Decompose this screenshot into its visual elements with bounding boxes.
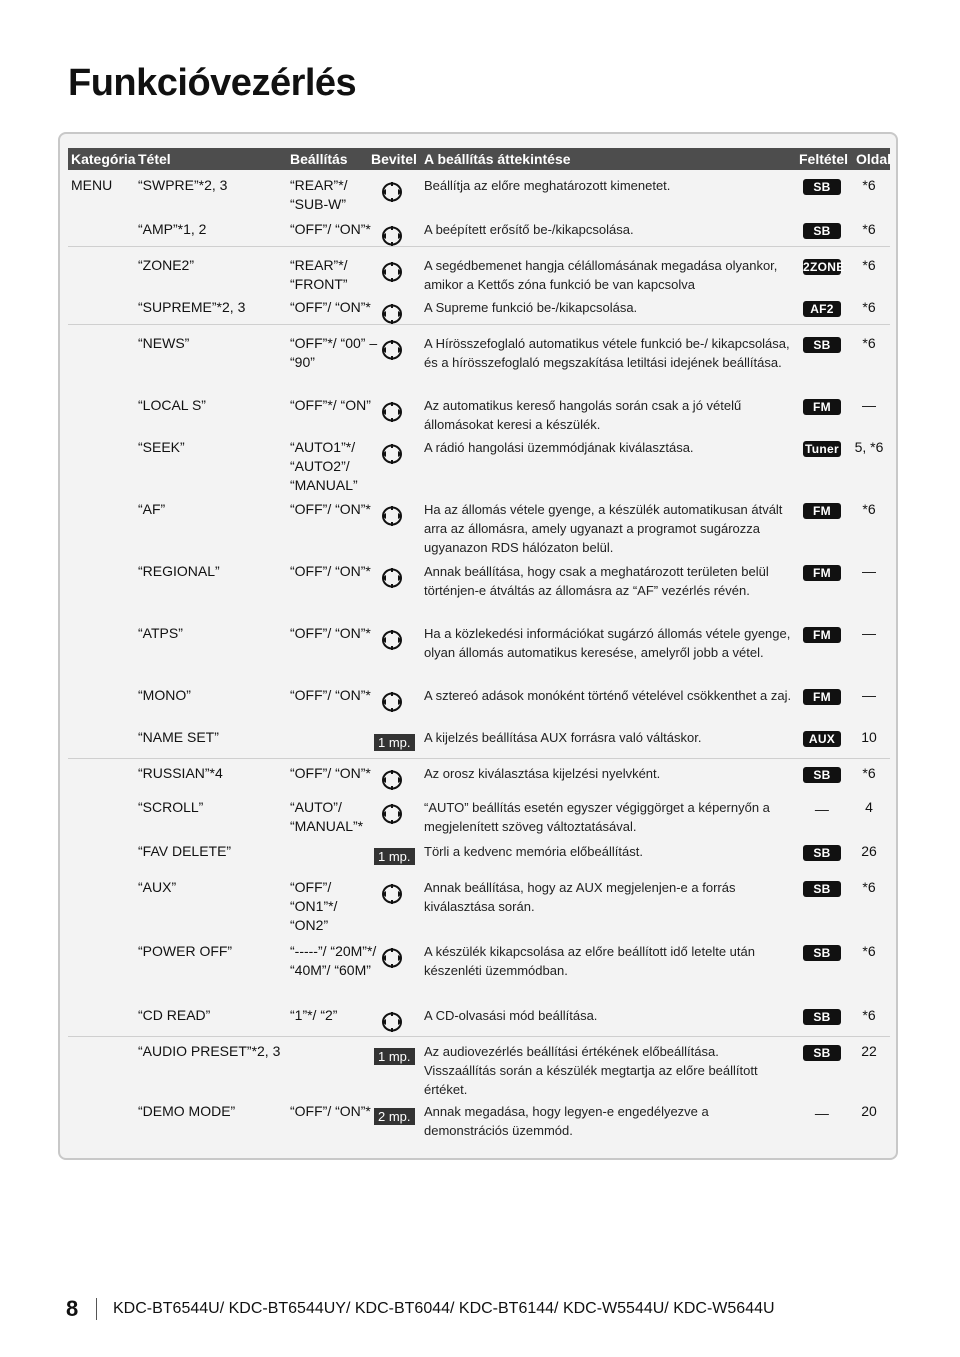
item-cell: “AUX” <box>138 879 177 895</box>
control-knob-icon <box>380 260 404 284</box>
page-ref-cell: *6 <box>862 1007 876 1023</box>
page-ref-cell: *6 <box>862 257 876 273</box>
description-cell: A készülék kikapcsolása az előre beállított idő letelte után készenléti üzemmódban. <box>424 944 755 978</box>
item-cell: “AMP”*1, 2 <box>138 221 207 237</box>
item-cell: “SWPRE”*2, 3 <box>138 177 228 193</box>
control-knob-icon <box>380 338 404 362</box>
description-cell: Beállítja az előre meghatározott kimenetet. <box>424 178 671 193</box>
condition-badge: AF2 <box>803 301 841 317</box>
setting-cell: “OFF”/ “ON”* <box>290 625 371 641</box>
description-cell: A sztereó adások monóként történő vételével csökkenthet a zaj. <box>424 688 792 703</box>
condition-badge: SB <box>803 845 841 861</box>
item-cell: “RUSSIAN”*4 <box>138 765 223 781</box>
page-ref-cell: *6 <box>862 177 876 193</box>
description-cell: Törli a kedvenc memória előbeállítást. <box>424 844 643 859</box>
row-separator <box>68 246 890 247</box>
condition-badge: — <box>814 1105 830 1121</box>
item-cell: “ZONE2” <box>138 257 194 273</box>
description-cell: Az audiovezérlés beállítási értékének előbeállítása. Visszaállítás során a készülék megtartja az előre beállított értéket. <box>424 1044 758 1097</box>
setting-cell: “-----”/ “20M”*/ “40M”/ “60M” <box>290 943 377 978</box>
item-cell: “FAV DELETE” <box>138 843 232 859</box>
item-cell: “POWER OFF” <box>138 943 233 959</box>
footer-divider <box>96 1298 97 1320</box>
page-number: 8 <box>66 1296 79 1321</box>
setting-cell: “OFF”/ “ON”* <box>290 563 371 579</box>
condition-badge: 2ZONE <box>803 260 845 274</box>
description-cell: Az automatikus kereső hangolás során csak a jó vételű állomásokat keresi a készülék. <box>424 398 742 432</box>
setting-cell: “OFF”/ “ON”* <box>290 501 371 517</box>
description-cell: Annak beállítása, hogy az AUX megjelenjen-e a forrás kiválasztása során. <box>424 880 736 914</box>
control-knob-icon <box>380 224 404 248</box>
row-separator <box>68 758 890 759</box>
setting-cell: “OFF”/ “ON”* <box>290 1103 371 1119</box>
condition-badge: SB <box>803 945 841 961</box>
condition-badge: SB <box>803 223 841 239</box>
control-knob-icon <box>380 400 404 424</box>
control-knob-icon <box>380 566 404 590</box>
header-input: Bevitel <box>371 151 417 167</box>
row-separator <box>68 324 890 325</box>
control-knob-icon <box>380 302 404 326</box>
condition-badge: FM <box>803 399 841 415</box>
condition-badge: SB <box>803 1045 841 1061</box>
condition-badge: SB <box>803 881 841 897</box>
page-ref-cell: *6 <box>862 221 876 237</box>
condition-badge: FM <box>803 503 841 519</box>
description-cell: Annak beállítása, hogy csak a meghatározott területen belül történjen-e átváltás az állomásra az “AF” vezérlés révén. <box>424 564 769 598</box>
page-ref-cell: 5, *6 <box>854 439 884 455</box>
row-separator <box>68 1036 890 1037</box>
condition-badge: FM <box>803 627 841 643</box>
item-cell: “REGIONAL” <box>138 563 220 579</box>
description-cell: A kijelzés beállítása AUX forrásra való váltáskor. <box>424 730 702 745</box>
table-header <box>68 148 890 170</box>
item-cell: “SUPREME”*2, 3 <box>138 299 246 315</box>
page-ref-cell: 4 <box>865 799 873 815</box>
header-overview: A beállítás áttekintése <box>424 151 571 167</box>
page-ref-cell: 10 <box>861 729 877 745</box>
item-cell: “DEMO MODE” <box>138 1103 236 1119</box>
description-cell: A CD-olvasási mód beállítása. <box>424 1008 598 1023</box>
header-category: Kategória <box>71 151 136 167</box>
description-cell: A Supreme funkció be-/kikapcsolása. <box>424 300 638 315</box>
condition-badge: SB <box>803 1009 841 1025</box>
control-knob-icon <box>380 1010 404 1034</box>
condition-badge: SB <box>803 179 841 195</box>
setting-cell: “OFF”/ “ON”* <box>290 299 371 315</box>
header-page: Oldal <box>856 151 892 167</box>
condition-badge: — <box>814 801 830 817</box>
setting-cell: “OFF”/ “ON”* <box>290 765 371 781</box>
control-knob-icon <box>380 180 404 204</box>
condition-badge: FM <box>803 689 841 705</box>
item-cell: “AUDIO PRESET”*2, 3 <box>138 1043 281 1059</box>
item-cell: “NEWS” <box>138 335 190 351</box>
item-cell: “NAME SET” <box>138 729 219 745</box>
setting-cell: “REAR”*/ “FRONT” <box>290 257 348 292</box>
page-ref-cell: *6 <box>862 943 876 959</box>
setting-cell: “OFF”*/ “00” – “90” <box>290 335 378 370</box>
description-cell: A segédbemenet hangja célállomásának megadása olyankor, amikor a Kettős zóna funkció be van kapcsolva <box>424 258 778 292</box>
setting-cell: “OFF”/ “ON”* <box>290 687 371 703</box>
press-duration: 1 mp. <box>374 734 415 751</box>
control-knob-icon <box>380 690 404 714</box>
description-cell: “AUTO” beállítás esetén egyszer végiggörget a képernyőn a megjelenített szöveg változtatásával. <box>424 800 770 834</box>
page-ref-cell: *6 <box>862 501 876 517</box>
description-cell: A Hírösszefoglaló automatikus vétele funkció be-/ kikapcsolása, és a hírösszefoglaló megszakítása letiltási idejének beállítása. <box>424 336 790 370</box>
item-cell: “ATPS” <box>138 625 183 641</box>
page-ref-cell: — <box>862 397 876 413</box>
header-setting: Beállítás <box>290 151 348 167</box>
page-ref-cell: *6 <box>862 765 876 781</box>
control-knob-icon <box>380 442 404 466</box>
item-cell: “SCROLL” <box>138 799 204 815</box>
description-cell: Annak megadása, hogy legyen-e engedélyezve a demonstrációs üzemmód. <box>424 1104 709 1138</box>
header-item: Tétel <box>138 151 171 167</box>
page-ref-cell: 26 <box>861 843 877 859</box>
page-ref-cell: — <box>862 563 876 579</box>
condition-badge: SB <box>803 767 841 783</box>
description-cell: A rádió hangolási üzemmódjának kiválasztása. <box>424 440 694 455</box>
press-duration: 1 mp. <box>374 1048 415 1065</box>
description-cell: Az orosz kiválasztása kijelzési nyelvként. <box>424 766 661 781</box>
condition-badge: SB <box>803 337 841 353</box>
description-cell: A beépített erősítő be-/kikapcsolása. <box>424 222 634 237</box>
description-cell: Ha az állomás vétele gyenge, a készülék automatikusan átvált arra az állomásra, amely ugyanazt a programot sugározza ugyanazon RDS hálózaton belül. <box>424 502 783 555</box>
page-ref-cell: *6 <box>862 335 876 351</box>
control-knob-icon <box>380 802 404 826</box>
page-ref-cell: — <box>862 625 876 641</box>
page-ref-cell: *6 <box>862 299 876 315</box>
item-cell: “AF” <box>138 501 166 517</box>
item-cell: “SEEK” <box>138 439 185 455</box>
press-duration: 2 mp. <box>374 1108 415 1125</box>
control-knob-icon <box>380 882 404 906</box>
page-ref-cell: *6 <box>862 879 876 895</box>
press-duration: 1 mp. <box>374 848 415 865</box>
setting-cell: “OFF”/ “ON1”*/ “ON2” <box>290 879 338 933</box>
setting-cell: “OFF”/ “ON”* <box>290 221 371 237</box>
control-knob-icon <box>380 504 404 528</box>
setting-cell: “AUTO1”*/ “AUTO2”/ “MANUAL” <box>290 439 358 493</box>
setting-cell: “REAR”*/ “SUB-W” <box>290 177 348 212</box>
setting-cell: “AUTO”/ “MANUAL”* <box>290 799 364 834</box>
condition-badge: AUX <box>803 731 841 747</box>
description-cell: Ha a közlekedési információkat sugárzó állomás vétele gyenge, olyan állomás automatikus keresése, amelyről jobb a vétel. <box>424 626 791 660</box>
setting-cell: “OFF”*/ “ON” <box>290 397 371 413</box>
model-list: KDC-BT6544U/ KDC-BT6544UY/ KDC-BT6044/ KDC-BT6144/ KDC-W5544U/ KDC-W5644U <box>113 1300 775 1317</box>
page-ref-cell: — <box>862 687 876 703</box>
item-cell: “LOCAL S” <box>138 397 206 413</box>
page-title: Funkcióvezérlés <box>68 62 357 104</box>
condition-badge: Tuner <box>803 441 841 457</box>
item-cell: “CD READ” <box>138 1007 211 1023</box>
control-knob-icon <box>380 768 404 792</box>
item-cell: “MONO” <box>138 687 191 703</box>
control-knob-icon <box>380 628 404 652</box>
header-condition: Feltétel <box>799 151 849 167</box>
control-knob-icon <box>380 946 404 970</box>
page-ref-cell: 20 <box>861 1103 877 1119</box>
setting-cell: “1”*/ “2” <box>290 1007 338 1023</box>
page-ref-cell: 22 <box>861 1043 877 1059</box>
condition-badge: FM <box>803 565 841 581</box>
category-cell: MENU <box>71 177 113 193</box>
